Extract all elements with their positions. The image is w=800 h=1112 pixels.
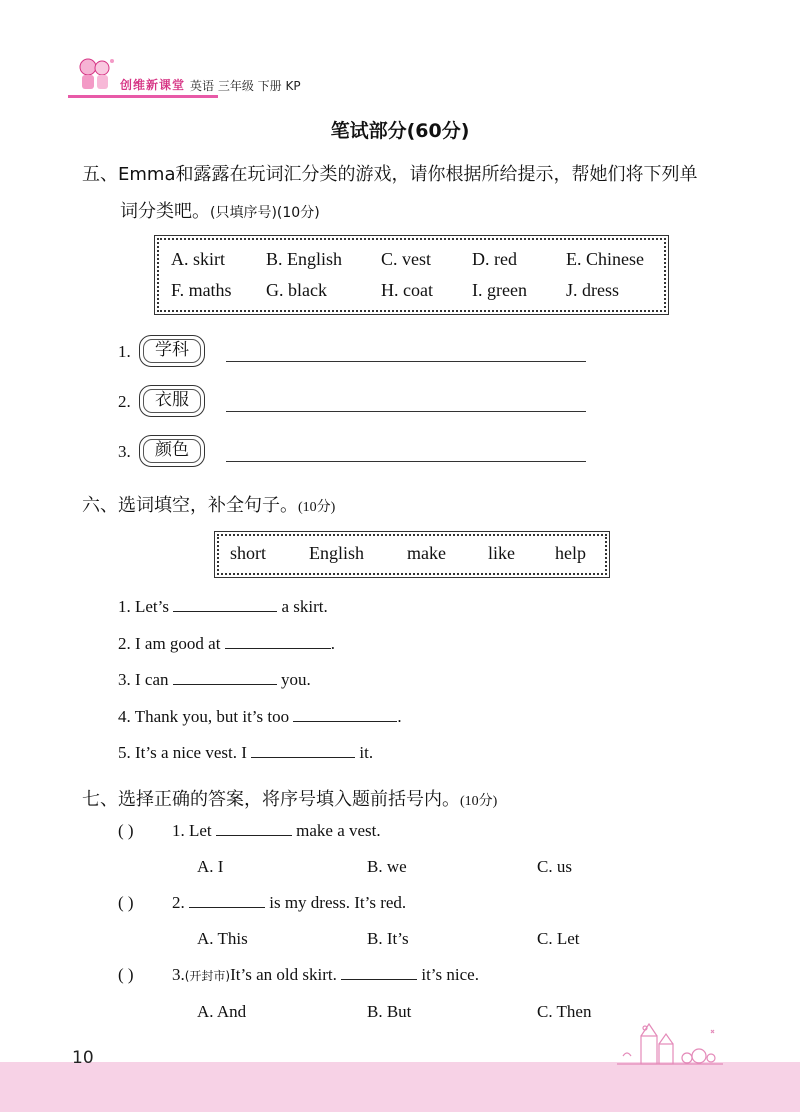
q5-word-j: J. dress: [566, 280, 619, 300]
q6-s4-pre: 4. Thank you, but it’s too: [118, 707, 290, 726]
q7-heading: 七、选择正确的答案，将序号填入题前括号内。: [82, 789, 460, 810]
q7-item2-post: is my dress. It’s red.: [269, 893, 407, 912]
q6-heading: 六、选词填空，补全句子。: [82, 495, 298, 516]
q7-item1: [172, 821, 381, 841]
q6-word-5: help: [555, 543, 586, 563]
course-info: 英语 三年级 下册 KP: [190, 79, 301, 93]
q5-word-g: G. black: [266, 280, 327, 300]
q5-word-b: B. English: [266, 249, 343, 269]
q7-item1-option-c[interactable]: C. us: [537, 857, 572, 876]
q7-item1-option-a[interactable]: A. I: [197, 857, 224, 876]
q5-word-i: I. green: [472, 280, 527, 300]
q7-item1-num: 1.: [172, 821, 185, 840]
q5-word-f: F. maths: [171, 280, 232, 300]
q5-word-e: E. Chinese: [566, 249, 644, 269]
q7-heading-line: [82, 785, 497, 811]
q6-sentence-4: [118, 707, 402, 727]
q5-cat3-text: 颜色: [155, 440, 189, 460]
q6-word-1: short: [230, 543, 266, 563]
q5-heading-line2: [120, 197, 320, 223]
q7-item3-paren[interactable]: ( ): [118, 965, 134, 984]
q7-item2: [172, 893, 406, 913]
q7-item1-option-b[interactable]: B. we: [367, 857, 407, 876]
q7-item1-blank: [216, 834, 292, 836]
q5-cat1-num: 1.: [118, 342, 131, 361]
q7-item3-blank: [341, 978, 417, 980]
q7-item3-pre: It’s an old skirt.: [230, 965, 337, 984]
q7-item1-pre: Let: [189, 821, 212, 840]
q6-s4-blank[interactable]: [293, 720, 397, 722]
q7-item2-option-c[interactable]: C. Let: [537, 929, 580, 948]
q6-heading-line: [82, 491, 335, 517]
q6-word-4: like: [488, 543, 515, 563]
q6-s2-pre: 2. I am good at: [118, 634, 221, 653]
q6-s2-post: .: [330, 634, 335, 653]
q5-cat1-text: 学科: [155, 340, 189, 360]
q6-sentence-2: [118, 634, 335, 654]
q6-s1-post: a skirt.: [281, 597, 328, 616]
q7-item3: [172, 965, 479, 985]
q5-word-a: A. skirt: [171, 249, 225, 269]
q6-s3-pre: 3. I can: [118, 670, 169, 689]
q7-item3-num: 3.: [172, 965, 185, 984]
q7-item3-option-c[interactable]: C. Then: [537, 1002, 592, 1021]
q7-item2-blank: [189, 906, 265, 908]
q7-item3-option-b[interactable]: B. But: [367, 1002, 412, 1021]
q5-word-c: C. vest: [381, 249, 432, 269]
q6-note: (10分): [298, 500, 336, 515]
q5-heading: 五、Emma和露露在玩词汇分类的游戏，请你根据所给提示，帮她们将下列单: [82, 164, 698, 185]
q6-s5-post: it.: [359, 743, 374, 762]
q6-s1-pre: 1. Let’s: [118, 597, 169, 616]
q5-word-d: D. red: [472, 249, 517, 269]
q7-item2-option-b[interactable]: B. It’s: [367, 929, 409, 948]
q5-heading-cont: 词分类吧。: [120, 201, 210, 222]
q6-s3-post: you.: [281, 670, 311, 689]
brand-name: 创维新课堂: [120, 78, 186, 92]
q7-item2-num: 2.: [172, 893, 185, 912]
q5-cat1-label: [139, 335, 205, 367]
q6-s4-post: .: [397, 707, 402, 726]
q6-s5-pre: 5. It’s a nice vest. I: [118, 743, 247, 762]
q6-s2-blank[interactable]: [225, 647, 331, 649]
q5-cat3-num: 3.: [118, 442, 131, 461]
q6-sentence-5: [118, 743, 373, 763]
q7-item3-option-a[interactable]: A. And: [197, 1002, 247, 1021]
q5-cat3-label: [139, 435, 205, 467]
header-logo: [72, 55, 118, 95]
q5-note: (只填序号)(10分): [210, 205, 320, 221]
q5-cat1-answer-line[interactable]: [226, 361, 586, 362]
q6-s3-blank[interactable]: [173, 683, 277, 685]
q6-s5-blank[interactable]: [251, 756, 355, 758]
q7-item2-option-a[interactable]: A. This: [197, 929, 248, 948]
q6-word-3: make: [407, 543, 446, 563]
footer-band: [0, 1062, 800, 1112]
q7-item2-paren[interactable]: ( ): [118, 893, 134, 912]
header-divider: [68, 95, 218, 98]
q5-cat3-answer-line[interactable]: [226, 461, 586, 462]
q5-cat2-num: 2.: [118, 392, 131, 411]
q7-note: (10分): [460, 794, 498, 809]
q6-s1-blank[interactable]: [173, 610, 277, 612]
q7-item1-paren[interactable]: ( ): [118, 821, 134, 840]
q5-cat2-label: [139, 385, 205, 417]
page-title: 笔试部分(60分): [330, 120, 470, 142]
page-number: 10: [72, 1048, 94, 1068]
q6-sentence-3: [118, 670, 311, 690]
castle-icon: [615, 1020, 725, 1065]
q6-word-2: English: [309, 543, 365, 563]
q7-item3-region: (开封市): [184, 969, 231, 983]
q7-item3-post: it’s nice.: [421, 965, 479, 984]
q6-sentence-1: [118, 597, 328, 617]
q5-cat2-answer-line[interactable]: [226, 411, 586, 412]
q5-word-h: H. coat: [381, 280, 433, 300]
q5-cat2-text: 衣服: [155, 390, 189, 410]
q7-item1-post: make a vest.: [296, 821, 381, 840]
